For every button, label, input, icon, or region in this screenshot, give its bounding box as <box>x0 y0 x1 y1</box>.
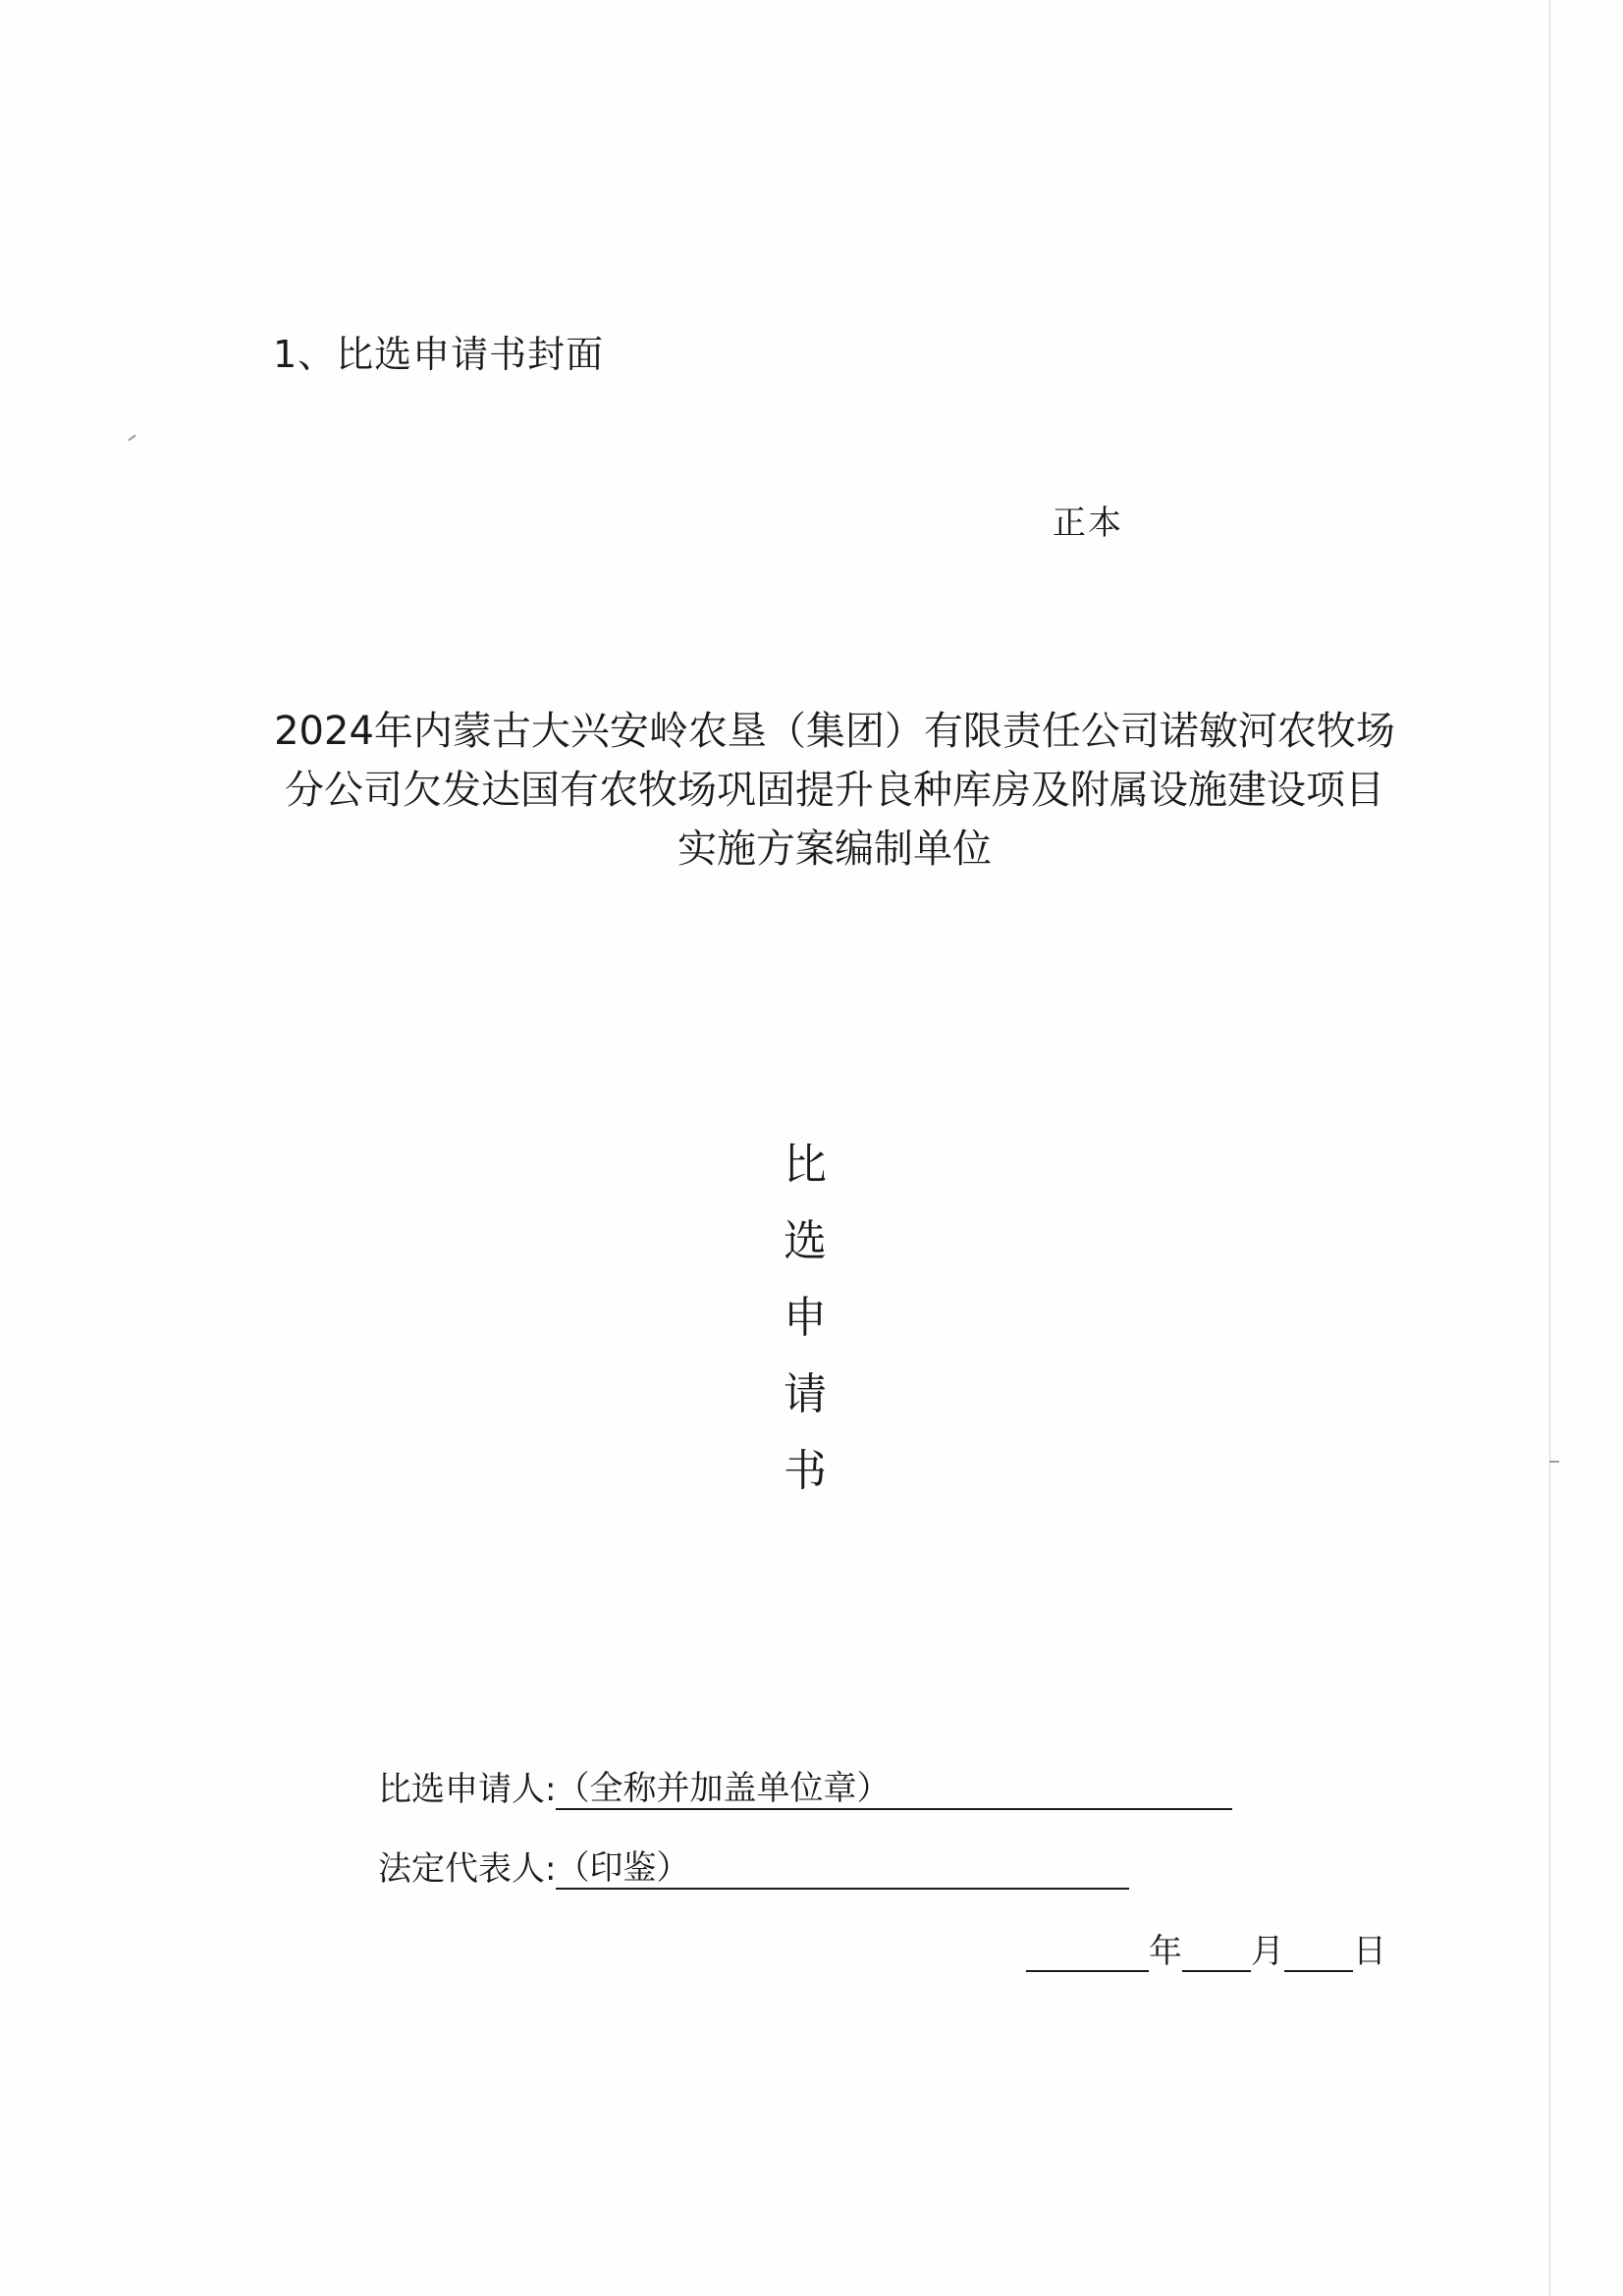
month-label: 月 <box>1251 1932 1284 1971</box>
month-blank[interactable] <box>1182 1935 1251 1972</box>
legal-representative-field[interactable]: （印鉴） <box>556 1848 1129 1890</box>
document-title-char: 申 <box>784 1293 827 1343</box>
day-label: 日 <box>1353 1932 1386 1971</box>
day-blank[interactable] <box>1284 1935 1353 1972</box>
project-title <box>196 702 1473 879</box>
document-title <box>776 1127 835 1510</box>
applicant-signature-row <box>378 1762 1232 1810</box>
scan-edge-line <box>1549 0 1550 2296</box>
section-heading: 1、比选申请书封面 <box>273 333 605 376</box>
document-title-char: 书 <box>784 1446 827 1496</box>
document-title-char: 比 <box>784 1140 827 1190</box>
applicant-label: 比选申请人: <box>378 1770 557 1809</box>
document-title-char: 选 <box>784 1216 827 1266</box>
document-title-char: 请 <box>784 1369 827 1419</box>
applicant-field[interactable]: （全称并加盖单位章） <box>556 1769 1232 1810</box>
project-title-line-1: 2024年内蒙古大兴安岭农垦（集团）有限责任公司诺敏河农牧场 <box>274 709 1395 754</box>
year-blank[interactable] <box>1026 1935 1149 1972</box>
year-label: 年 <box>1149 1932 1182 1971</box>
scan-speck <box>1549 1461 1559 1463</box>
original-copy-mark: 正本 <box>1053 504 1123 543</box>
project-title-line-2: 分公司欠发达国有农牧场巩固提升良种库房及附属设施建设项目 <box>285 768 1384 813</box>
legal-representative-row <box>378 1842 1129 1890</box>
date-row <box>1026 1924 1386 1972</box>
legal-representative-label: 法定代表人: <box>378 1849 557 1889</box>
scan-speck <box>128 435 136 442</box>
project-title-line-3: 实施方案编制单位 <box>677 827 992 872</box>
